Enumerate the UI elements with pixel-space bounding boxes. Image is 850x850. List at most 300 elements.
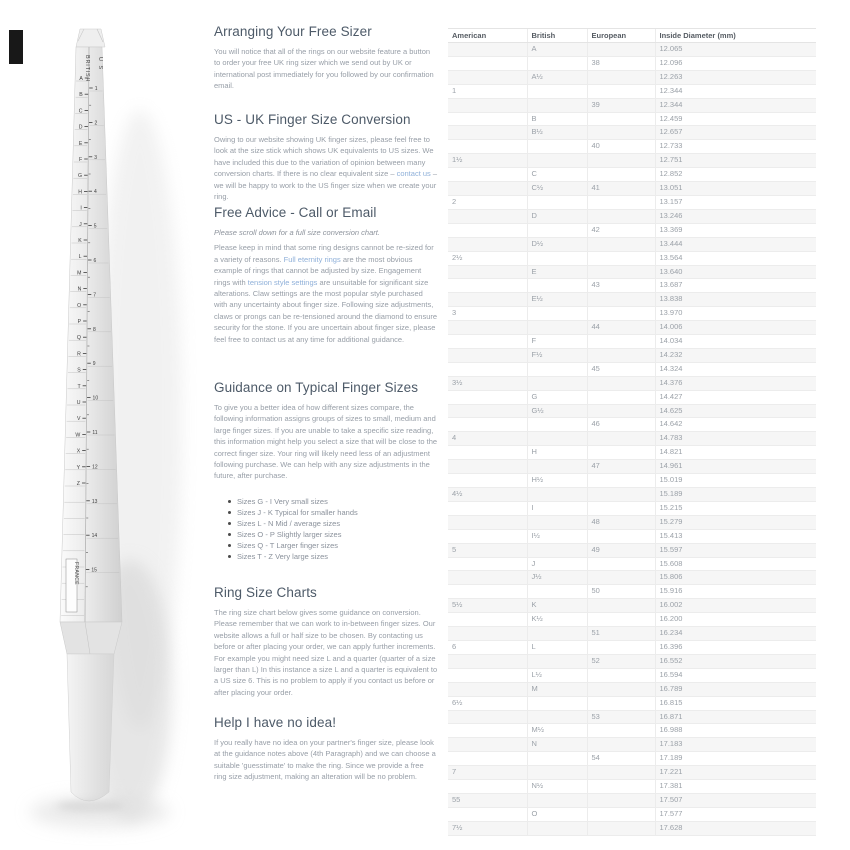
table-cell [527,307,587,321]
table-cell: 16.002 [655,599,816,613]
table-cell [527,821,587,835]
table-cell [527,710,587,724]
table-cell [587,112,655,126]
table-cell: C [527,168,587,182]
table-cell [587,821,655,835]
table-row [448,84,816,98]
table-row [448,766,816,780]
table-row [448,613,816,627]
table-cell: 12.065 [655,43,816,57]
table-cell [448,321,527,335]
tension-style-settings-link[interactable]: tension style settings [247,277,318,287]
paragraph: The ring size chart below gives some guidance on conversion. Please remember that we can work to in-between finger sizes. Our website allows a full or half size to be chosen. By contacting us before or after placing your order, we can apply further increments. For example you might need size L and a quarter (quarter of a size larger than L) In this instance a size L and a quarter is equivalent to a US size 6. This is no problem to apply if you contact us before or after placing your order. [214,608,438,697]
table-cell: 1½ [448,154,527,168]
table-cell: F½ [527,348,587,362]
table-cell [587,209,655,223]
table-cell [448,404,527,418]
table-cell: 14.625 [655,404,816,418]
table-cell: 14.821 [655,446,816,460]
svg-text:5: 5 [93,223,97,230]
svg-text:G: G [78,173,83,180]
table-cell [448,43,527,57]
table-row [448,738,816,752]
table-cell [448,807,527,821]
table-row [448,752,816,766]
svg-text:FRANCE: FRANCE [73,562,79,585]
table-row [448,335,816,349]
table-cell [448,362,527,376]
table-cell: 14.376 [655,376,816,390]
table-cell [527,432,587,446]
svg-text:M: M [77,270,82,277]
table-cell: M [527,682,587,696]
table-cell: 42 [587,223,655,237]
svg-text:J: J [79,221,82,228]
table-cell: 43 [587,279,655,293]
paragraph-text: Owing to our website showing UK finger sizes, please feel free to look at the size stick which shows UK equivalents to US sizes. We have included this due to the variation of opinion between many conversion charts. If there is no clear equivalent size – [214,135,434,179]
table-row [448,460,816,474]
table-cell [587,126,655,140]
table-row [448,432,816,446]
table-cell: 14.232 [655,348,816,362]
table-cell [587,501,655,515]
table-cell [587,70,655,84]
table-cell [587,307,655,321]
paragraph: If you really have no idea on your partner's finger size, please look at the guidance notes above (4th Paragraph) and we can choose a suitable 'guesstimate' to make the ring. Since we provide a free ring size adjustment, making an alteration will be no problem. [214,738,436,782]
table-cell: 14.427 [655,390,816,404]
table-cell [527,793,587,807]
table-cell [587,404,655,418]
table-cell: F [527,335,587,349]
ring-sizer-photo [0,0,212,850]
table-cell: 4½ [448,488,527,502]
table-cell: 55 [448,793,527,807]
conversion-table [448,28,816,836]
list-item: Sizes L - N Mid / average sizes [228,518,438,529]
table-cell: J½ [527,571,587,585]
svg-text:10: 10 [92,395,99,402]
svg-text:8: 8 [93,326,96,333]
table-row [448,195,816,209]
table-row [448,501,816,515]
section-no-idea [214,715,438,783]
table-row [448,807,816,821]
table-cell: 17.507 [655,793,816,807]
svg-text:2: 2 [94,120,98,127]
table-cell [448,668,527,682]
table-cell [527,223,587,237]
table-cell [448,56,527,70]
table-cell: 15.413 [655,529,816,543]
table-row [448,529,816,543]
table-cell [587,557,655,571]
table-cell [587,738,655,752]
table-cell [448,182,527,196]
table-row [448,98,816,112]
table-cell: 16.200 [655,613,816,627]
table-cell [448,237,527,251]
table-cell [587,168,655,182]
table-row [448,321,816,335]
table-row [448,182,816,196]
table-cell: L½ [527,668,587,682]
section-title: Guidance on Typical Finger Sizes [214,380,419,395]
table-cell [527,195,587,209]
table-cell [448,738,527,752]
table-cell: 38 [587,56,655,70]
table-cell [527,627,587,641]
table-cell: N [527,738,587,752]
table-cell [527,56,587,70]
table-cell: M½ [527,724,587,738]
table-cell [587,780,655,794]
table-cell [527,696,587,710]
table-row [448,140,816,154]
column-header: Inside Diameter (mm) [655,29,816,43]
table-cell [448,98,527,112]
table-cell: 15.215 [655,501,816,515]
table-cell: 15.916 [655,585,816,599]
table-cell [527,543,587,557]
table-cell [448,627,527,641]
table-cell: 14.006 [655,321,816,335]
table-cell: 13.246 [655,209,816,223]
table-cell: 13.051 [655,182,816,196]
svg-text:N: N [77,286,82,293]
svg-text:L: L [78,254,82,261]
table-cell [448,529,527,543]
table-cell [527,279,587,293]
table-cell [448,140,527,154]
table-cell: 12.852 [655,168,816,182]
table-row [448,488,816,502]
table-cell [587,640,655,654]
table-row [448,404,816,418]
svg-text:1: 1 [94,86,98,92]
table-cell [587,293,655,307]
table-row [448,793,816,807]
svg-text:W: W [75,432,81,439]
table-cell [527,98,587,112]
table-row [448,696,816,710]
section-guidance [214,380,438,562]
table-cell [448,571,527,585]
svg-text:9: 9 [92,361,96,368]
table-cell [587,390,655,404]
size-groups-list [228,496,438,562]
column-header: American [448,29,527,43]
paragraph-text: – we will be happy to work to the US finger size when we create your ring. [214,169,438,202]
table-cell: 16.815 [655,696,816,710]
table-cell: B½ [527,126,587,140]
table-cell [448,474,527,488]
section-title: US - UK Finger Size Conversion [214,112,411,127]
table-cell [448,335,527,349]
table-cell [448,780,527,794]
svg-text:13: 13 [91,498,98,505]
table-cell: 14.783 [655,432,816,446]
list-item: Sizes O - P Slightly larger sizes [228,529,438,540]
table-cell: 5 [448,543,527,557]
table-row [448,56,816,70]
table-row [448,307,816,321]
svg-text:P: P [77,319,82,325]
table-cell: 14.961 [655,460,816,474]
table-row [448,640,816,654]
svg-text:7: 7 [93,292,97,299]
table-cell [587,348,655,362]
table-cell: 15.597 [655,543,816,557]
paragraph-text: Please keep in mind that some ring designs cannot be re-sized for a variety of reasons. [214,243,434,264]
svg-text:U S: U S [97,57,103,71]
table-cell: 14.324 [655,362,816,376]
svg-text:6: 6 [93,258,97,264]
table-cell [527,84,587,98]
table-cell [448,293,527,307]
table-cell [448,752,527,766]
table-cell [448,682,527,696]
table-cell: 12.344 [655,98,816,112]
table-cell: 13.369 [655,223,816,237]
table-cell [587,613,655,627]
table-cell: 1 [448,84,527,98]
table-cell: 6 [448,640,527,654]
table-row [448,682,816,696]
table-cell: H½ [527,474,587,488]
table-cell: 16.396 [655,640,816,654]
table-row [448,154,816,168]
svg-text:A: A [79,76,83,82]
table-cell [448,724,527,738]
table-cell: 52 [587,654,655,668]
table-cell [587,237,655,251]
table-row [448,654,816,668]
table-cell: 54 [587,752,655,766]
paragraph: To give you a better idea of how different sizes compare, the following information assigns groups of sizes to small, medium and large finger sizes. If you are unable to take a specific size reading, this information might help you select a size that will be close to the correct finger size. Your ring will likely need less of an adjustment following purchase. We can help with any size adjustments in the future, after purchase. [214,403,438,481]
table-row [448,515,816,529]
table-cell: 16.871 [655,710,816,724]
table-header-row [448,29,816,43]
table-cell: 17.221 [655,766,816,780]
svg-text:Z: Z [76,481,80,487]
table-cell: 16.552 [655,654,816,668]
table-cell: B [527,112,587,126]
table-cell [448,209,527,223]
table-cell [527,418,587,432]
table-cell: 45 [587,362,655,376]
table-cell [448,446,527,460]
table-cell: K½ [527,613,587,627]
table-cell: 13.444 [655,237,816,251]
table-cell: 13.970 [655,307,816,321]
svg-text:T: T [77,383,81,390]
table-row [448,209,816,223]
table-cell: 17.189 [655,752,816,766]
table-cell: 15.279 [655,515,816,529]
svg-text:B: B [79,92,83,99]
table-cell: 3 [448,307,527,321]
table-cell [587,529,655,543]
table-cell: 15.019 [655,474,816,488]
table-cell: 12.263 [655,70,816,84]
table-cell: A½ [527,70,587,84]
table-cell [527,251,587,265]
table-cell [587,599,655,613]
table-row [448,668,816,682]
table-cell: 6½ [448,696,527,710]
section-ring-size-charts [214,585,438,698]
table-row [448,557,816,571]
table-row [448,348,816,362]
table-row [448,237,816,251]
table-row [448,362,816,376]
full-eternity-rings-link[interactable]: Full eternity rings [283,254,341,264]
contact-us-link[interactable]: contact us [396,169,431,179]
table-cell [448,279,527,293]
table-cell: E½ [527,293,587,307]
table-cell [587,793,655,807]
column-header: British [527,29,587,43]
table-cell: 2 [448,195,527,209]
table-cell [587,488,655,502]
table-cell [448,613,527,627]
table-row [448,293,816,307]
table-cell [527,321,587,335]
paragraph-text: are the most obvious example of rings that cannot be adjusted by size. Engagement rings with [214,254,422,287]
list-item: Sizes G - I Very small sizes [228,496,438,507]
table-row [448,585,816,599]
list-item: Sizes T - Z Very large sizes [228,551,438,562]
table-cell: 5½ [448,599,527,613]
table-cell [527,654,587,668]
table-cell: C½ [527,182,587,196]
table-cell [448,515,527,529]
table-row [448,821,816,835]
table-cell [587,696,655,710]
table-row [448,126,816,140]
svg-text:4: 4 [93,189,97,196]
table-cell: 13.838 [655,293,816,307]
table-cell: 12.096 [655,56,816,70]
table-cell: 14.034 [655,335,816,349]
section-title: Ring Size Charts [214,585,317,600]
table-cell: 7 [448,766,527,780]
table-cell: 50 [587,585,655,599]
table-cell [448,557,527,571]
table-row [448,223,816,237]
table-cell [448,265,527,279]
table-cell: D [527,209,587,223]
table-cell: O [527,807,587,821]
paragraph [214,134,438,202]
table-cell [448,126,527,140]
table-row [448,780,816,794]
table-row [448,43,816,57]
table-row [448,251,816,265]
table-row [448,168,816,182]
table-cell: 15.806 [655,571,816,585]
svg-text:E: E [78,140,83,147]
svg-text:K: K [78,238,82,244]
table-cell: 53 [587,710,655,724]
table-cell: I [527,501,587,515]
table-row [448,543,816,557]
table-cell: 13.687 [655,279,816,293]
table-cell: 13.640 [655,265,816,279]
table-cell [587,376,655,390]
table-row [448,710,816,724]
table-row [448,376,816,390]
svg-text:O: O [77,302,82,309]
svg-text:D: D [78,124,83,131]
table-cell: 14.642 [655,418,816,432]
table-cell [587,154,655,168]
table-row [448,599,816,613]
table-cell: G½ [527,404,587,418]
table-cell: 16.594 [655,668,816,682]
svg-text:S: S [77,367,81,374]
svg-text:H: H [78,189,82,196]
table-cell: D½ [527,237,587,251]
section-arranging [214,24,438,92]
table-cell: 49 [587,543,655,557]
svg-text:12: 12 [92,464,98,471]
table-cell [448,501,527,515]
table-cell [448,390,527,404]
table-cell [587,43,655,57]
table-cell [448,223,527,237]
table-cell [587,446,655,460]
table-row [448,418,816,432]
table-cell: 13.564 [655,251,816,265]
table-cell [448,348,527,362]
scroll-down-note: Please scroll down for a full size conversion chart. [214,228,380,237]
table-cell: 17.381 [655,780,816,794]
svg-text:11: 11 [92,430,98,436]
table-cell: 16.988 [655,724,816,738]
table-cell: N½ [527,780,587,794]
table-cell: I½ [527,529,587,543]
list-item: Sizes Q - T Larger finger sizes [228,540,438,551]
table-cell [448,418,527,432]
table-cell: 17.183 [655,738,816,752]
table-cell [527,460,587,474]
table-cell: A [527,43,587,57]
size-conversion-table [448,28,816,836]
svg-text:C: C [78,108,83,115]
table-row [448,724,816,738]
table-cell [587,265,655,279]
paragraph: You will notice that all of the rings on our website feature a button to order your free UK ring sizer which we send out by UK or international post immediately for you followed by our confirmation email. [214,47,434,91]
table-cell [448,70,527,84]
paragraph-text: are unsuitable for significant size alterations. Claw settings are the most popular style purchased with any uncertainty about finger size. Following size adjustments, claws or prongs can be re-tensioned around the diamond to ensure security for the stone. If you are uncertain about finger size, please feel free to contact us at any time for additional guidance. [214,277,438,344]
table-cell [448,168,527,182]
table-cell: 4 [448,432,527,446]
ring-sizer-stick [0,0,212,850]
table-row [448,70,816,84]
table-cell [527,140,587,154]
table-row [448,265,816,279]
table-cell: 44 [587,321,655,335]
table-cell [587,668,655,682]
svg-text:F: F [79,157,83,163]
table-cell: 41 [587,182,655,196]
table-cell: 15.608 [655,557,816,571]
table-cell [587,766,655,780]
table-cell: 16.234 [655,627,816,641]
section-free-advice [214,205,438,345]
table-cell: G [527,390,587,404]
